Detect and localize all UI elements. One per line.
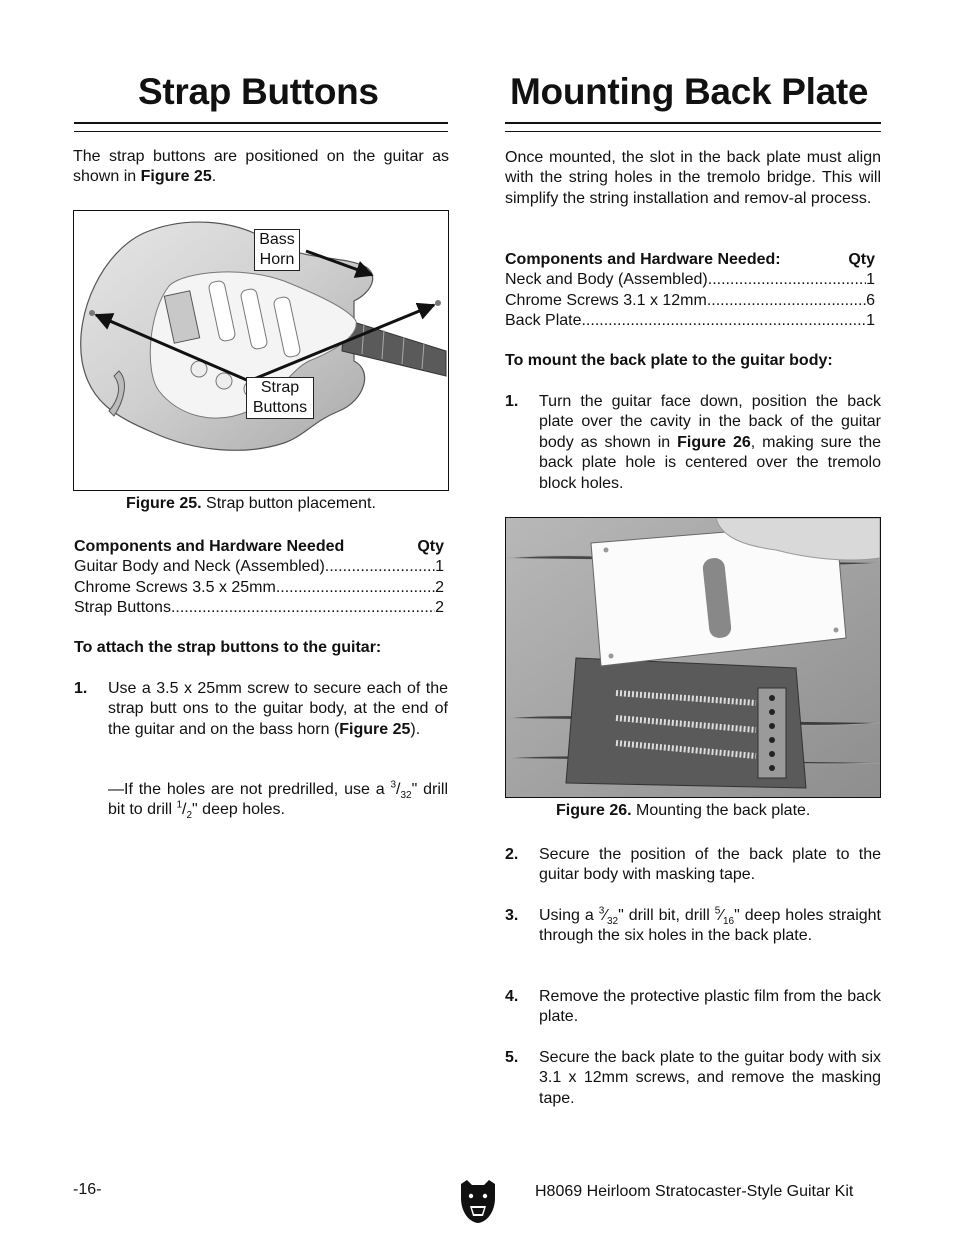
component-row: Neck and Body (Assembled) ..... 1 <box>505 270 875 290</box>
step-text: Use a 3.5 x 25mm screw to secure each of the strap butt ons to the guitar body, at the end of the guitar and on the bass horn (Figure 25). <box>108 680 448 738</box>
grizzly-bear-logo-icon <box>457 1178 499 1224</box>
procedure-title-right: To mount the back plate to the guitar body: <box>505 352 833 369</box>
figure-26-caption: Figure 26. Mounting the back plate. <box>556 802 811 819</box>
step-text: Remove the protective plastic film from the back plate. <box>539 988 881 1026</box>
components-header: Components and Hardware Needed: Qty <box>505 251 875 268</box>
step-2-right <box>505 845 881 887</box>
step-3-right <box>505 906 881 968</box>
component-row: Back Plate ..... 1 <box>505 311 875 331</box>
heading-rule <box>74 122 448 124</box>
callout-bass-horn: Bass Horn <box>254 229 300 271</box>
component-row: Chrome Screws 3.1 x 12mm ..... 6 <box>505 291 875 311</box>
step-4-right <box>505 987 881 1029</box>
page-title-mounting-back-plate: Mounting Back Plate <box>510 71 869 112</box>
callout-strap-buttons: Strap Buttons <box>246 377 314 419</box>
figure-25-caption: Figure 25. Strap button placement. <box>126 495 376 512</box>
procedure-title-left: To attach the strap buttons to the guitar: <box>74 639 382 656</box>
component-row: Strap Buttons ..... 2 <box>74 598 444 618</box>
components-table-right <box>505 250 875 332</box>
backplate-intro: Once mounted, the slot in the back plate must align with the string holes in the tremolo bridge. This will simplify the string installation and remov-al process. <box>505 149 881 207</box>
heading-rule <box>505 131 881 132</box>
step-number: 2. <box>505 846 519 863</box>
step-text: Using a $^3⁄_{32}$" drill bit, drill $^5⁄_{16}$" deep holes straight through the six holes in the back plate. <box>539 905 881 945</box>
back-plate-photo <box>506 518 880 797</box>
components-table-left <box>74 537 444 619</box>
step-5-right <box>505 1048 881 1110</box>
step-number: 5. <box>505 1049 519 1066</box>
step-text: Secure the position of the back plate to the guitar body with masking tape. <box>539 846 881 884</box>
document-title: H8069 Heirloom Stratocaster-Style Guitar Kit <box>535 1183 854 1200</box>
step-text: Turn the guitar face down, position the back plate over the cavity in the back of the guitar body as shown in Figure 26, making sure the back plate hole is centered over the tremolo block holes. <box>539 393 881 492</box>
step-number: 3. <box>505 907 519 924</box>
step-number: 4. <box>505 988 519 1005</box>
step-number: 1. <box>74 680 88 697</box>
component-row: Chrome Screws 3.5 x 25mm ..... 2 <box>74 578 444 598</box>
page-title-strap-buttons: Strap Buttons <box>138 71 379 112</box>
step-text: Secure the back plate to the guitar body with six 3.1 x 12mm screws, and remove the masking tape. <box>539 1049 881 1107</box>
step-1-right <box>505 392 881 494</box>
step-number: 1. <box>505 393 519 410</box>
page-number: -16- <box>73 1181 102 1198</box>
drill-note: —If the holes are not predrilled, use a $^3/_{32}$" drill bit to drill $^1/_2$" deep holes. <box>108 779 449 822</box>
components-header: Components and Hardware Needed Qty <box>74 538 444 555</box>
step-1-left <box>74 679 448 761</box>
figure-26-back-plate <box>505 517 881 798</box>
heading-rule <box>74 131 448 132</box>
heading-rule <box>505 122 881 124</box>
component-row: Guitar Body and Neck (Assembled) ..... 1 <box>74 557 444 577</box>
strap-intro: The strap buttons are positioned on the guitar as shown in Figure 25. <box>73 148 449 186</box>
